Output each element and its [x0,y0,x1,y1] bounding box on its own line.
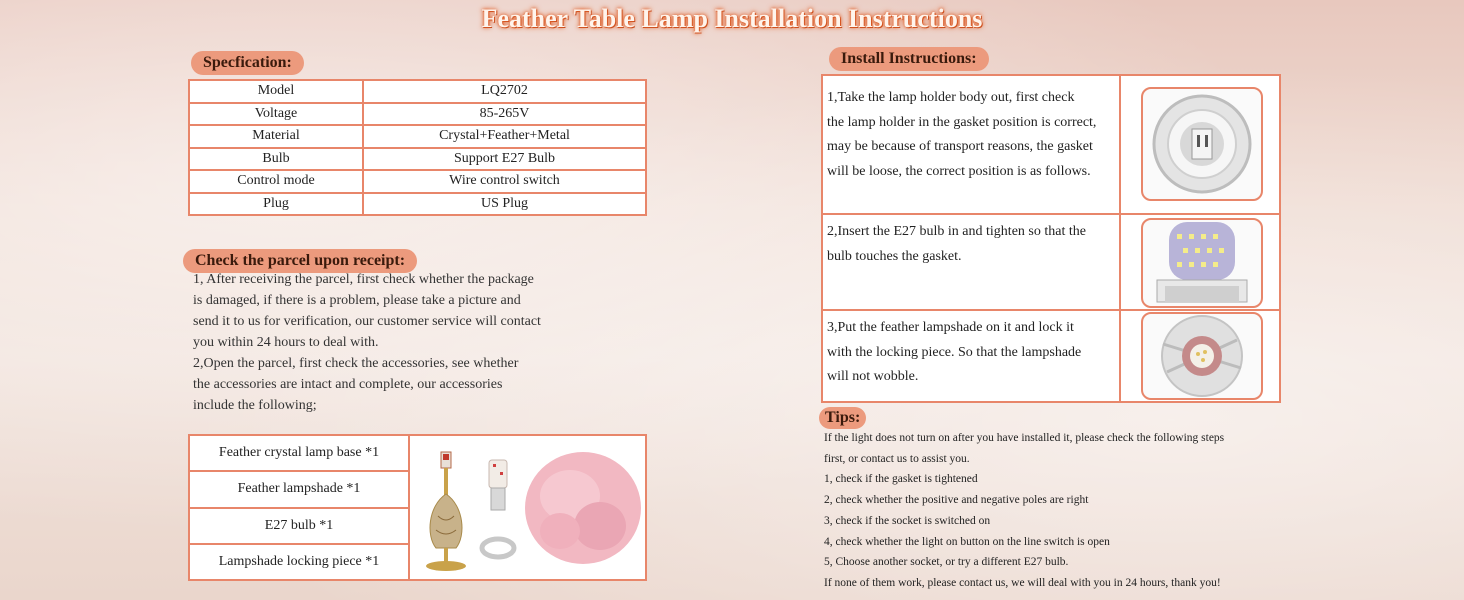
accessory-item: Lampshade locking piece *1 [218,553,380,569]
spec-value: 85-265V [363,103,646,126]
install-line: may be because of transport reasons, the gasket [827,139,1093,154]
tips-line: 4, check whether the light on button on the line switch is open [824,535,1110,548]
tips-line: 3, check if the socket is switched on [824,514,991,527]
lamp-holder-photo [1141,87,1263,201]
table-row [189,103,646,126]
page-title: Feather Table Lamp Installation Instructions [481,4,983,33]
parcel-line: 1, After receiving the parcel, first check whether the package [193,272,534,287]
install-line: 2,Insert the E27 bulb in and tighten so that the [827,224,1086,239]
parcel-line: include the following; [193,398,317,413]
install-step-3 [823,311,1279,401]
table-row [189,125,646,148]
specification-table [188,79,647,216]
gasket-ring-image [482,539,514,557]
install-step-text [827,220,1117,269]
accessories-illustration [410,436,645,579]
install-line: bulb touches the gasket. [827,248,962,264]
install-step-text [827,86,1117,184]
tips-line: If none of them work, please contact us, we will deal with you in 24 hours, thank you! [824,576,1221,589]
accessories-photo [410,436,645,579]
install-step-2 [823,215,1279,311]
parcel-line: send it to us for verification, our customer service will contact [193,314,541,329]
spec-value: LQ2702 [363,80,646,103]
install-line: will be loose, the correct position is as follows. [827,163,1091,179]
bulb-image [489,460,507,510]
parcel-line: 2,Open the parcel, first check the accessories, see whether [193,356,519,371]
spec-key: Plug [189,193,363,216]
install-line: will not wobble. [827,369,919,384]
install-line: 3,Put the feather lampshade on it and lock it [827,320,1074,335]
specification-heading: Specfication: [191,51,304,75]
lamp-base-image [426,452,466,571]
bulb-insert-photo [1141,218,1263,308]
spec-key: Bulb [189,148,363,171]
accessories-list [190,436,410,579]
tips-line: 1, check if the gasket is tightened [824,473,978,486]
install-step-text [827,316,1117,390]
tips-line: 5, Choose another socket, or try a different E27 bulb. [824,556,1069,569]
spec-key: Material [189,125,363,148]
parcel-line: you within 24 hours to deal with. [193,335,379,350]
spec-key: Model [189,80,363,103]
table-row [189,193,646,216]
accessories-table [188,434,647,581]
spec-value: Crystal+Feather+Metal [363,125,646,148]
accessory-item: Feather crystal lamp base *1 [190,436,408,472]
parcel-text [193,269,573,416]
install-line: with the locking piece. So that the lampshade [827,344,1082,360]
spec-value: US Plug [363,193,646,216]
tips-heading: Tips: [819,407,866,429]
install-line: 1,Take the lamp holder body out, first check [827,90,1075,105]
accessory-item: Feather lampshade *1 [190,472,408,508]
table-row [189,170,646,193]
parcel-line: the accessories are intact and complete, our accessories [193,377,503,392]
table-row [189,80,646,103]
table-row [189,148,646,171]
accessory-item: E27 bulb *1 [190,509,408,545]
tips-line: If the light does not turn on after you have installed it, please check the following steps [824,432,1225,444]
tips-line: 2, check whether the positive and negative poles are right [824,494,1089,507]
feather-lampshade-image [525,452,641,564]
parcel-heading: Check the parcel upon receipt: [183,249,417,273]
install-table [821,74,1281,403]
install-line: the lamp holder in the gasket position is correct, [827,114,1097,130]
lampshade-lock-photo [1141,312,1263,400]
install-step-1 [823,76,1279,215]
parcel-line: is damaged, if there is a problem, please take a picture and [193,293,521,308]
install-heading: Install Instructions: [829,47,989,71]
spec-value: Support E27 Bulb [363,148,646,171]
tips-text [824,428,1284,594]
spec-key: Control mode [189,170,363,193]
spec-value: Wire control switch [363,170,646,193]
tips-line: first, or contact us to assist you. [824,452,970,465]
spec-key: Voltage [189,103,363,126]
